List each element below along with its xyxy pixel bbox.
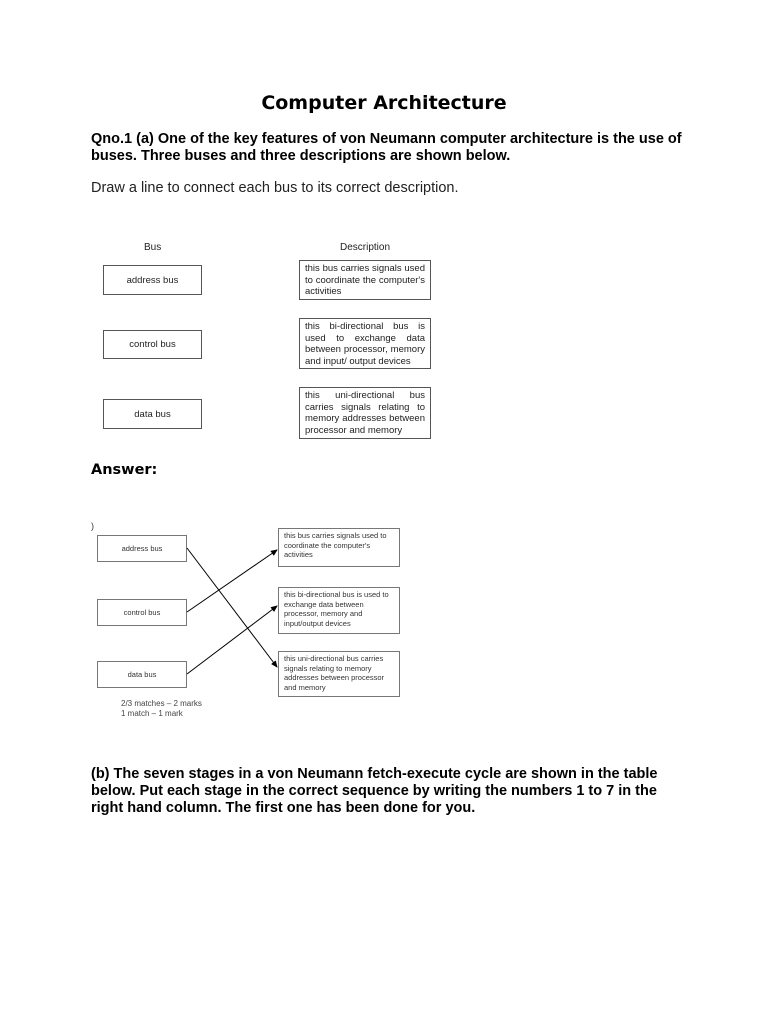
description-box-1: this bus carries signals used to coordinate the computer's activities xyxy=(299,260,431,300)
description-box-3: this uni-directional bus carries signals relating to memory addresses between processor and memory xyxy=(299,387,431,439)
connector-data-to-description-2 xyxy=(187,606,277,674)
answer-bracket: ) xyxy=(91,521,94,531)
description-column-header: Description xyxy=(340,242,391,253)
question-1a-text: Qno.1 (a) One of the key features of von Neumann computer architecture is the use of buses. Three buses and three descriptions are shown below. xyxy=(91,131,682,164)
bus-box-address: address bus xyxy=(103,265,202,295)
answer-bus-box-address: address bus xyxy=(97,535,187,562)
answer-description-box-1: this bus carries signals used to coordinate the computer's activities xyxy=(278,528,400,567)
connector-address-to-description-3 xyxy=(187,548,277,667)
bus-column-header: Bus xyxy=(144,242,162,253)
answer-bus-box-control: control bus xyxy=(97,599,187,626)
connector-control-to-description-1 xyxy=(187,550,277,612)
answer-description-box-2: this bi-directional bus is used to exchange data between processor, memory and input/output devices xyxy=(278,587,400,634)
marks-line-1: 2/3 matches – 2 marks xyxy=(121,699,202,708)
bus-box-data: data bus xyxy=(103,399,202,429)
question-1a-instruction: Draw a line to connect each bus to its correct description. xyxy=(91,180,459,196)
marks-line-2: 1 match – 1 mark xyxy=(121,709,183,718)
answer-label: Answer: xyxy=(91,462,158,478)
answer-bus-box-data: data bus xyxy=(97,661,187,688)
bus-box-control: control bus xyxy=(103,330,202,359)
question-1b-text: (b) The seven stages in a von Neumann fetch-execute cycle are shown in the table below. Put each stage in the correct sequence by writing the numbers 1 to 7 in the right hand column. The first one has been done for you. xyxy=(91,766,658,816)
marks-note xyxy=(121,699,202,719)
page-title: Computer Architecture xyxy=(261,92,507,114)
answer-description-box-3: this uni-directional bus carries signals relating to memory addresses between processor and memory xyxy=(278,651,400,697)
description-box-2: this bi-directional bus is used to exchange data between processor, memory and input/ output devices xyxy=(299,318,431,369)
